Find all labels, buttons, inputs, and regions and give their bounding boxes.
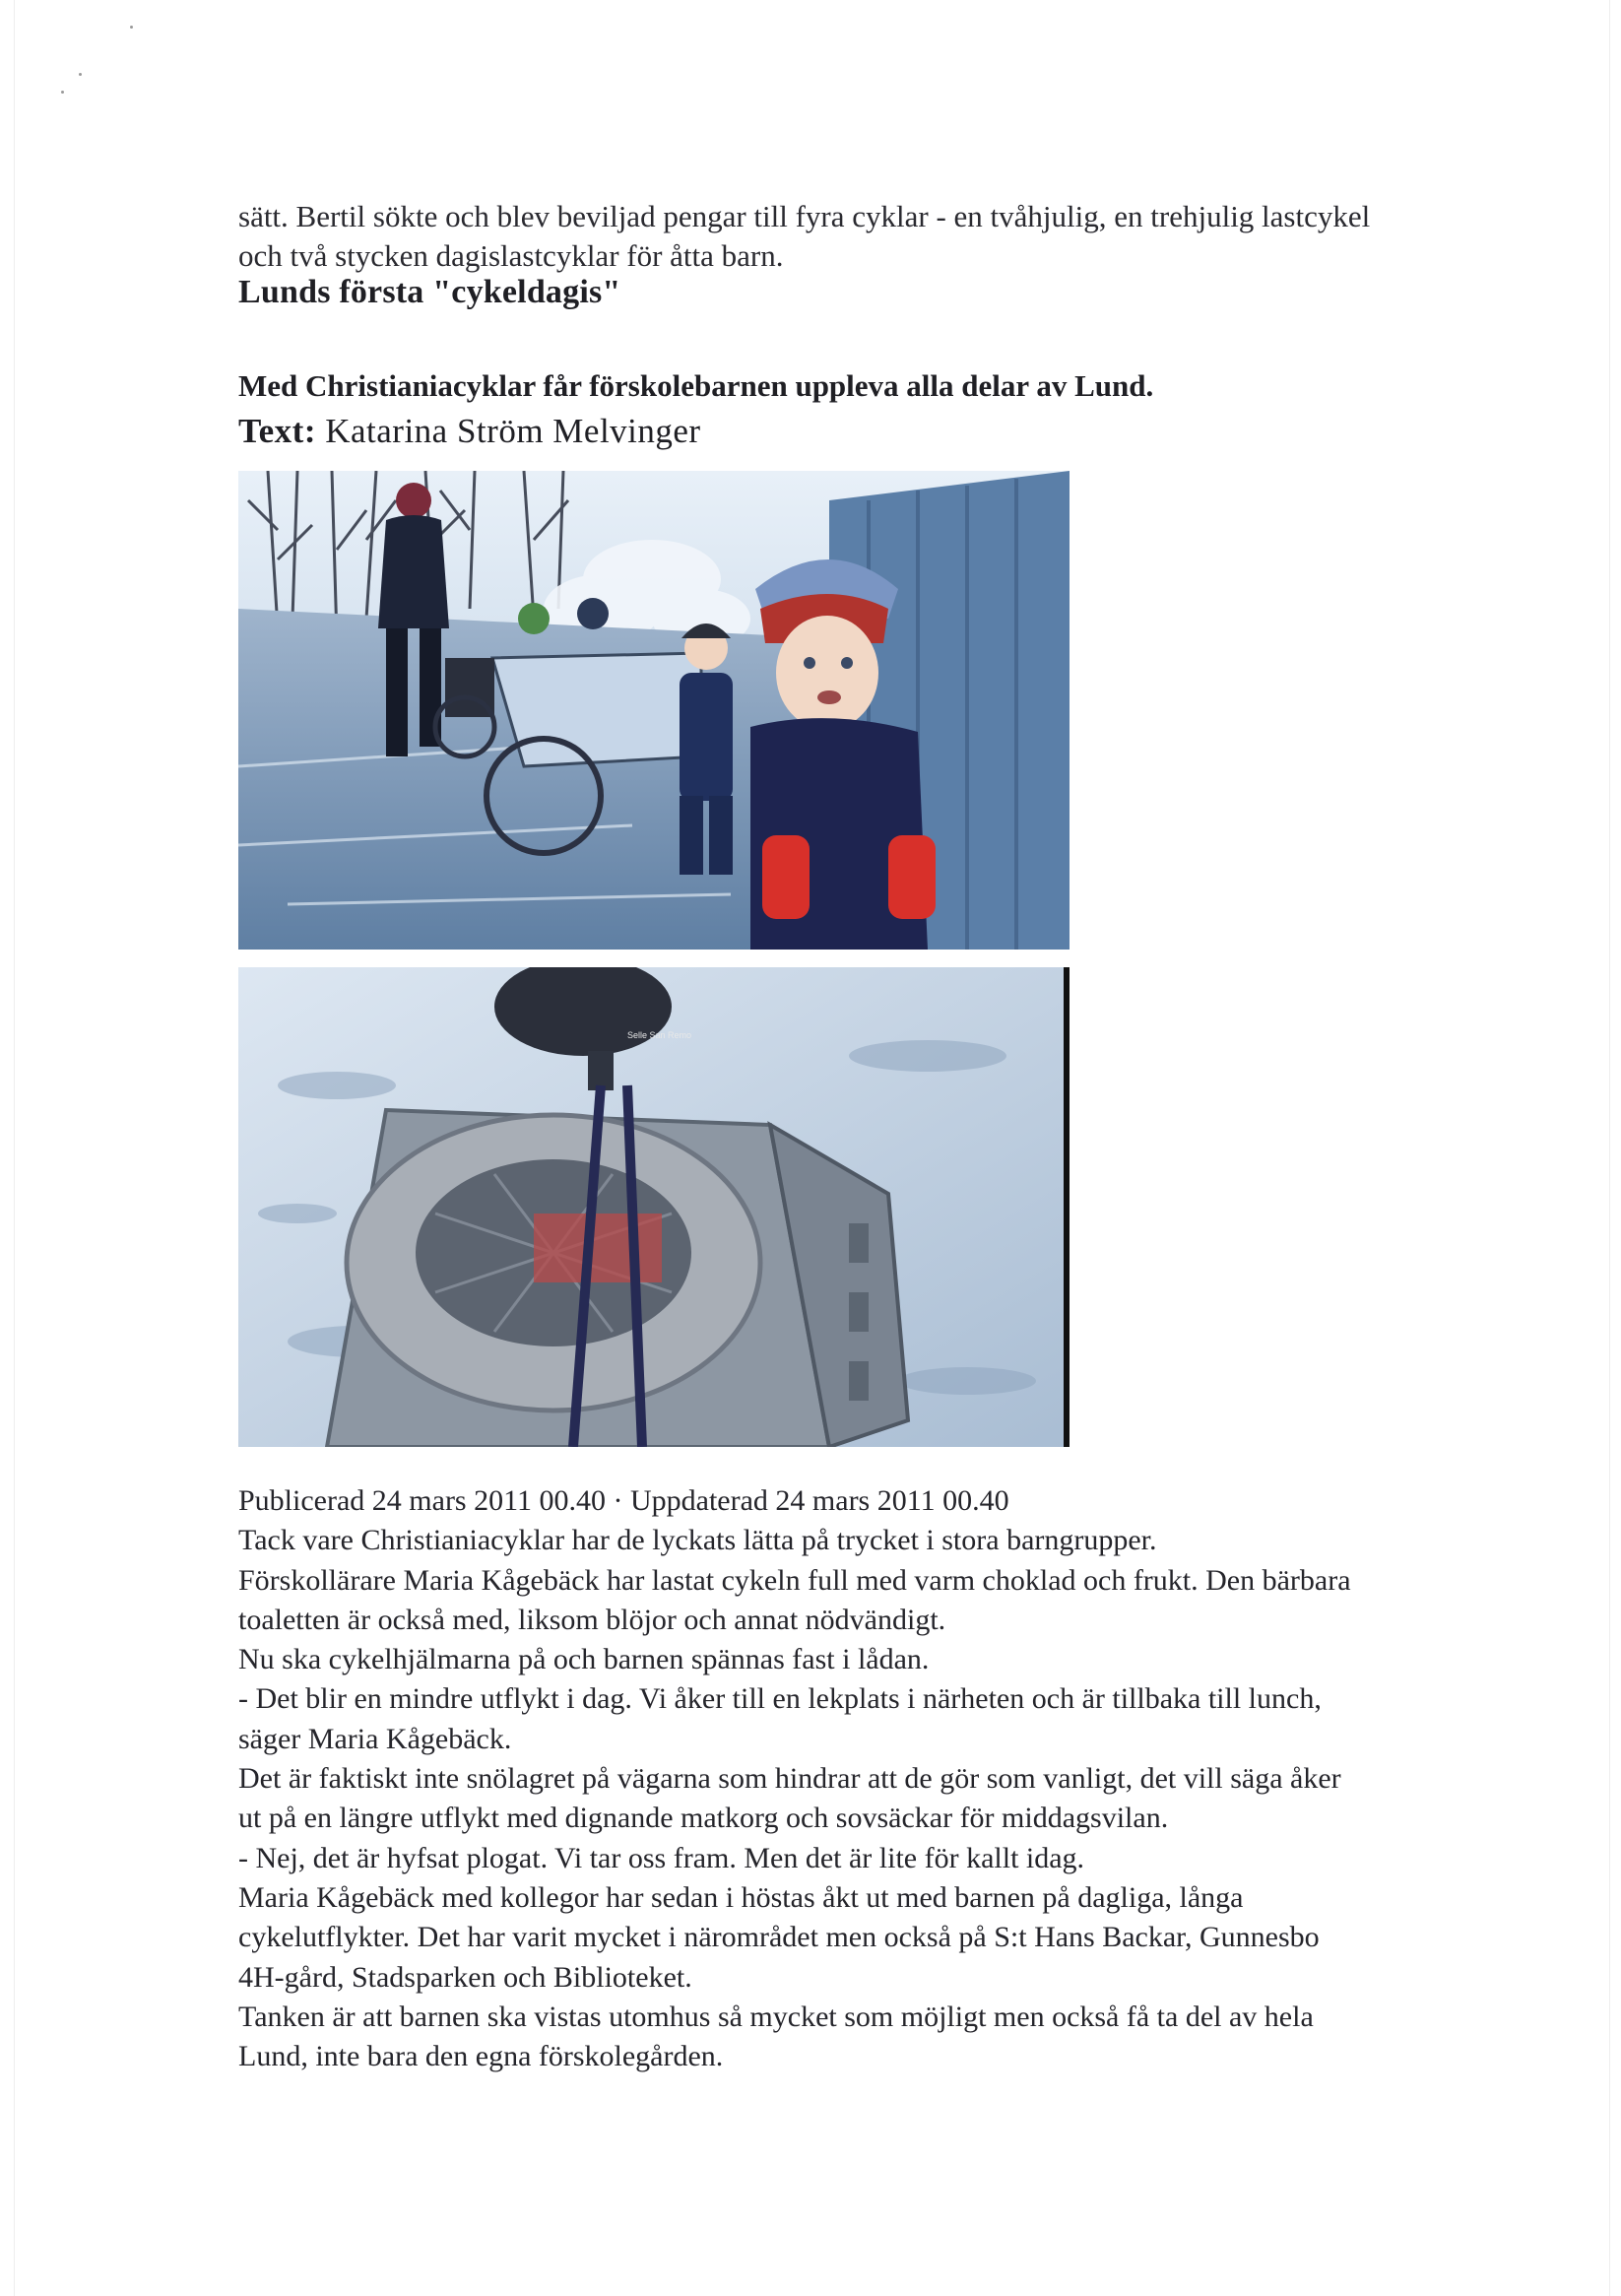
- body-paragraph: Tanken är att barnen ska vistas utomhus så mycket som möjligt men också få ta del av hela Lund, inte bara den egna förskolegården.: [238, 2000, 1314, 2073]
- photo-cargo-bike-children: [238, 471, 1070, 950]
- article-ingress: Med Christianiacyklar får förskolebarnen uppleva alla delar av Lund.: [238, 368, 1154, 403]
- article-body: [238, 1481, 1371, 2076]
- scan-speck: [130, 26, 133, 29]
- body-paragraph: Det är faktiskt inte snölagret på vägarna som hindrar att de gör som vanligt, det vill säga åker ut på en längre utflykt med dignande matkorg och sovsäckar för middagsvilan.: [238, 1762, 1341, 1835]
- body-paragraph: Förskollärare Maria Kågebäck har lastat cykeln full med varm choklad och frukt. Den bärbara toaletten är också med, liksom blöjor och annat nödvändigt.: [238, 1563, 1351, 1636]
- body-paragraph: - Nej, det är hyfsat plogat. Vi tar oss fram. Men det är lite för kallt idag.: [238, 1841, 1085, 1874]
- publish-date: Publicerad 24 mars 2011 00.40 · Uppdaterad 24 mars 2011 00.40: [238, 1484, 1009, 1517]
- scan-speck: [61, 91, 64, 94]
- byline: [238, 412, 1371, 451]
- body-paragraph: Maria Kågebäck med kollegor har sedan i höstas åkt ut med barnen på dagliga, långa cykelutflykter. Det har varit mycket i närområdet men också på S:t Hans Backar, Gunnesbo 4H-gård, Stadsparken och Biblioteket.: [238, 1880, 1320, 1994]
- byline-label: Text:: [238, 412, 316, 450]
- scan-speck: [79, 73, 82, 76]
- photo-bike-saddle-potty: [238, 967, 1070, 1447]
- saddle-brand-label: Selle San Remo: [627, 1030, 692, 1040]
- body-paragraph: - Det blir en mindre utflykt i dag. Vi åker till en lekplats i närheten och är tillbaka till lunch, säger Maria Kågebäck.: [238, 1682, 1322, 1755]
- body-paragraph: Tack vare Christianiacyklar har de lyckats lätta på trycket i stora barngrupper.: [238, 1524, 1157, 1557]
- scan-edge-left: [14, 0, 15, 2296]
- byline-author: Katarina Ström Melvinger: [325, 412, 701, 450]
- body-paragraph: Nu ska cykelhjälmarna på och barnen spännas fast i lådan.: [238, 1643, 930, 1676]
- intro-paragraph: sätt. Bertil sökte och blev beviljad pengar till fyra cyklar - en tvåhjulig, en trehjulig lastcykel och två stycken dagislastcyklar för åtta barn.: [238, 199, 1371, 273]
- article-headline: Lunds första "cykeldagis": [238, 274, 621, 310]
- scan-edge-right: [1609, 0, 1610, 2296]
